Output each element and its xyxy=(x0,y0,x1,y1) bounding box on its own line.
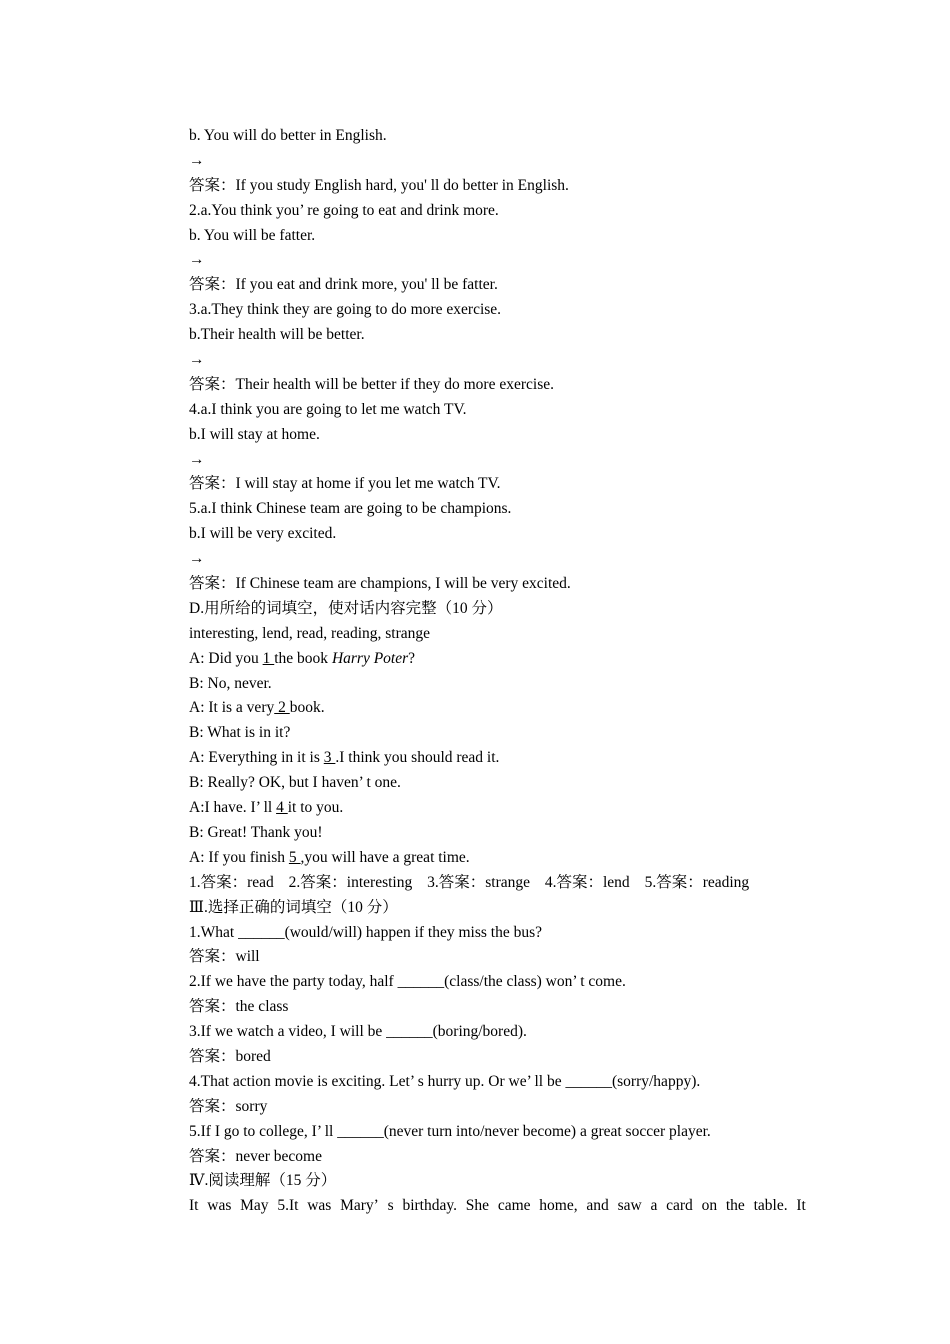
text-line: 5.a.I think Chinese team are going to be champions. xyxy=(189,500,512,518)
section-heading-d: D.用所给的词填空，使对话内容完整（10 分） xyxy=(189,599,503,617)
dialogue-line xyxy=(189,846,806,871)
question-line: 5.If I go to college, I’ ll ______(never turn into/never become) a great soccer player. xyxy=(189,1122,711,1140)
text-line: b. You will do better in English. xyxy=(189,127,387,144)
passage-word: She xyxy=(465,1197,490,1215)
passage-word: was xyxy=(307,1197,332,1215)
answer-line: 答案：If Chinese team are champions, I will be very excited. xyxy=(189,575,571,593)
dialogue-line: B: No, never. xyxy=(189,674,272,692)
dialogue-line: B: Really? OK, but I haven’ t one. xyxy=(189,774,401,792)
dialogue-text: A: If you finish xyxy=(189,848,289,866)
section-heading-3: Ⅲ.选择正确的词填空（10 分） xyxy=(189,898,398,916)
text-line: 4.a.I think you are going to let me watch TV. xyxy=(189,400,467,418)
passage-word: Mary’ xyxy=(340,1197,379,1215)
text-line: 2.a.You think you’ re going to eat and drink more. xyxy=(189,201,499,219)
arrow-line: → xyxy=(189,351,205,369)
passage-word: the xyxy=(725,1197,745,1215)
dialogue-line xyxy=(189,647,806,672)
answer-line: 答案：will xyxy=(189,948,260,966)
answer-line: 答案：the class xyxy=(189,998,289,1016)
passage-word: saw xyxy=(617,1197,642,1215)
passage-word: and xyxy=(586,1197,609,1215)
answer-line: 答案：I will stay at home if you let me watch TV. xyxy=(189,475,501,493)
word-bank: interesting, lend, read, reading, strange xyxy=(189,624,431,642)
arrow-line: → xyxy=(189,550,205,568)
passage-word: on xyxy=(701,1197,718,1215)
passage-word: card xyxy=(666,1197,693,1215)
passage-word: s xyxy=(387,1197,394,1215)
dialogue-text: A: Did you xyxy=(189,649,263,667)
answers-row xyxy=(189,871,806,896)
blank-1: 1 xyxy=(262,649,275,667)
question-line: 3.If we watch a video, I will be ______(boring/bored). xyxy=(189,1023,527,1041)
dialogue-text: A: Everything in it is xyxy=(189,749,324,767)
dialogue-line: B: What is in it? xyxy=(189,724,291,742)
answer-line: 答案：If you eat and drink more, you' ll be fatter. xyxy=(189,276,498,294)
dialogue-text: ? xyxy=(408,649,416,667)
dialogue-text: A:I have. I’ ll xyxy=(189,799,277,817)
dialogue-text: the book xyxy=(274,649,332,667)
text-line: 3.a.They think they are going to do more exercise. xyxy=(189,301,502,319)
answer-2: 2.答案：interesting xyxy=(288,873,413,891)
section-heading-4: Ⅳ.阅读理解（15 分） xyxy=(189,1172,337,1190)
blank-4: 4 xyxy=(276,799,288,817)
blank-3: 3 xyxy=(323,749,336,767)
answer-1: 1.答案：read xyxy=(189,873,274,891)
dialogue-text: book. xyxy=(289,699,325,717)
answer-line: 答案：never become xyxy=(189,1147,322,1165)
dialogue-line xyxy=(189,696,806,721)
text-line: b.I will be very excited. xyxy=(189,525,337,543)
dialogue-line xyxy=(189,796,806,821)
arrow-line: → xyxy=(189,151,205,169)
arrow-line: → xyxy=(189,450,205,468)
dialogue-line: B: Great! Thank you! xyxy=(189,823,323,841)
answer-3: 3.答案：strange xyxy=(427,873,530,891)
passage-word: May xyxy=(240,1197,269,1215)
answer-line: 答案：sorry xyxy=(189,1097,268,1115)
blank-2: 2 xyxy=(274,699,290,717)
passage-word: 5.It xyxy=(277,1197,299,1215)
passage-word: It xyxy=(796,1197,806,1215)
passage-word: home, xyxy=(539,1197,578,1215)
answer-line: 答案：Their health will be better if they do more exercise. xyxy=(189,375,554,393)
passage-word: birthday. xyxy=(402,1197,457,1215)
document-page xyxy=(189,124,806,1219)
answer-4: 4.答案：lend xyxy=(544,873,630,891)
book-title: Harry Poter xyxy=(331,649,409,667)
question-line: 2.If we have the party today, half ______(class/the class) won’ t come. xyxy=(189,973,626,991)
answer-5: 5.答案：reading xyxy=(644,873,750,891)
text-line: b. You will be fatter. xyxy=(189,226,316,244)
arrow-line: → xyxy=(189,251,205,269)
dialogue-text: A: It is a very xyxy=(189,699,275,717)
question-line: 1.What ______(would/will) happen if they miss the bus? xyxy=(189,923,542,941)
passage-word: a xyxy=(650,1197,658,1215)
dialogue-text: it to you. xyxy=(287,799,344,817)
dialogue-line xyxy=(189,746,806,771)
answer-line: 答案：bored xyxy=(189,1047,271,1065)
passage-word: was xyxy=(207,1197,232,1215)
blank-5: 5 xyxy=(288,848,301,866)
passage-word: table. xyxy=(753,1197,788,1215)
question-line: 4.That action movie is exciting. Let’ s hurry up. Or we’ ll be ______(sorry/happy). xyxy=(189,1072,701,1090)
dialogue-text: ,you will have a great time. xyxy=(300,848,470,866)
reading-passage-line xyxy=(189,1194,806,1219)
passage-word: It xyxy=(189,1197,199,1215)
answer-line: 答案：If you study English hard, you' ll do better in English. xyxy=(189,176,569,194)
text-line: b.I will stay at home. xyxy=(189,425,320,443)
text-line: b.Their health will be better. xyxy=(189,326,365,344)
passage-word: came xyxy=(497,1197,531,1215)
dialogue-text: .I think you should read it. xyxy=(335,749,500,767)
